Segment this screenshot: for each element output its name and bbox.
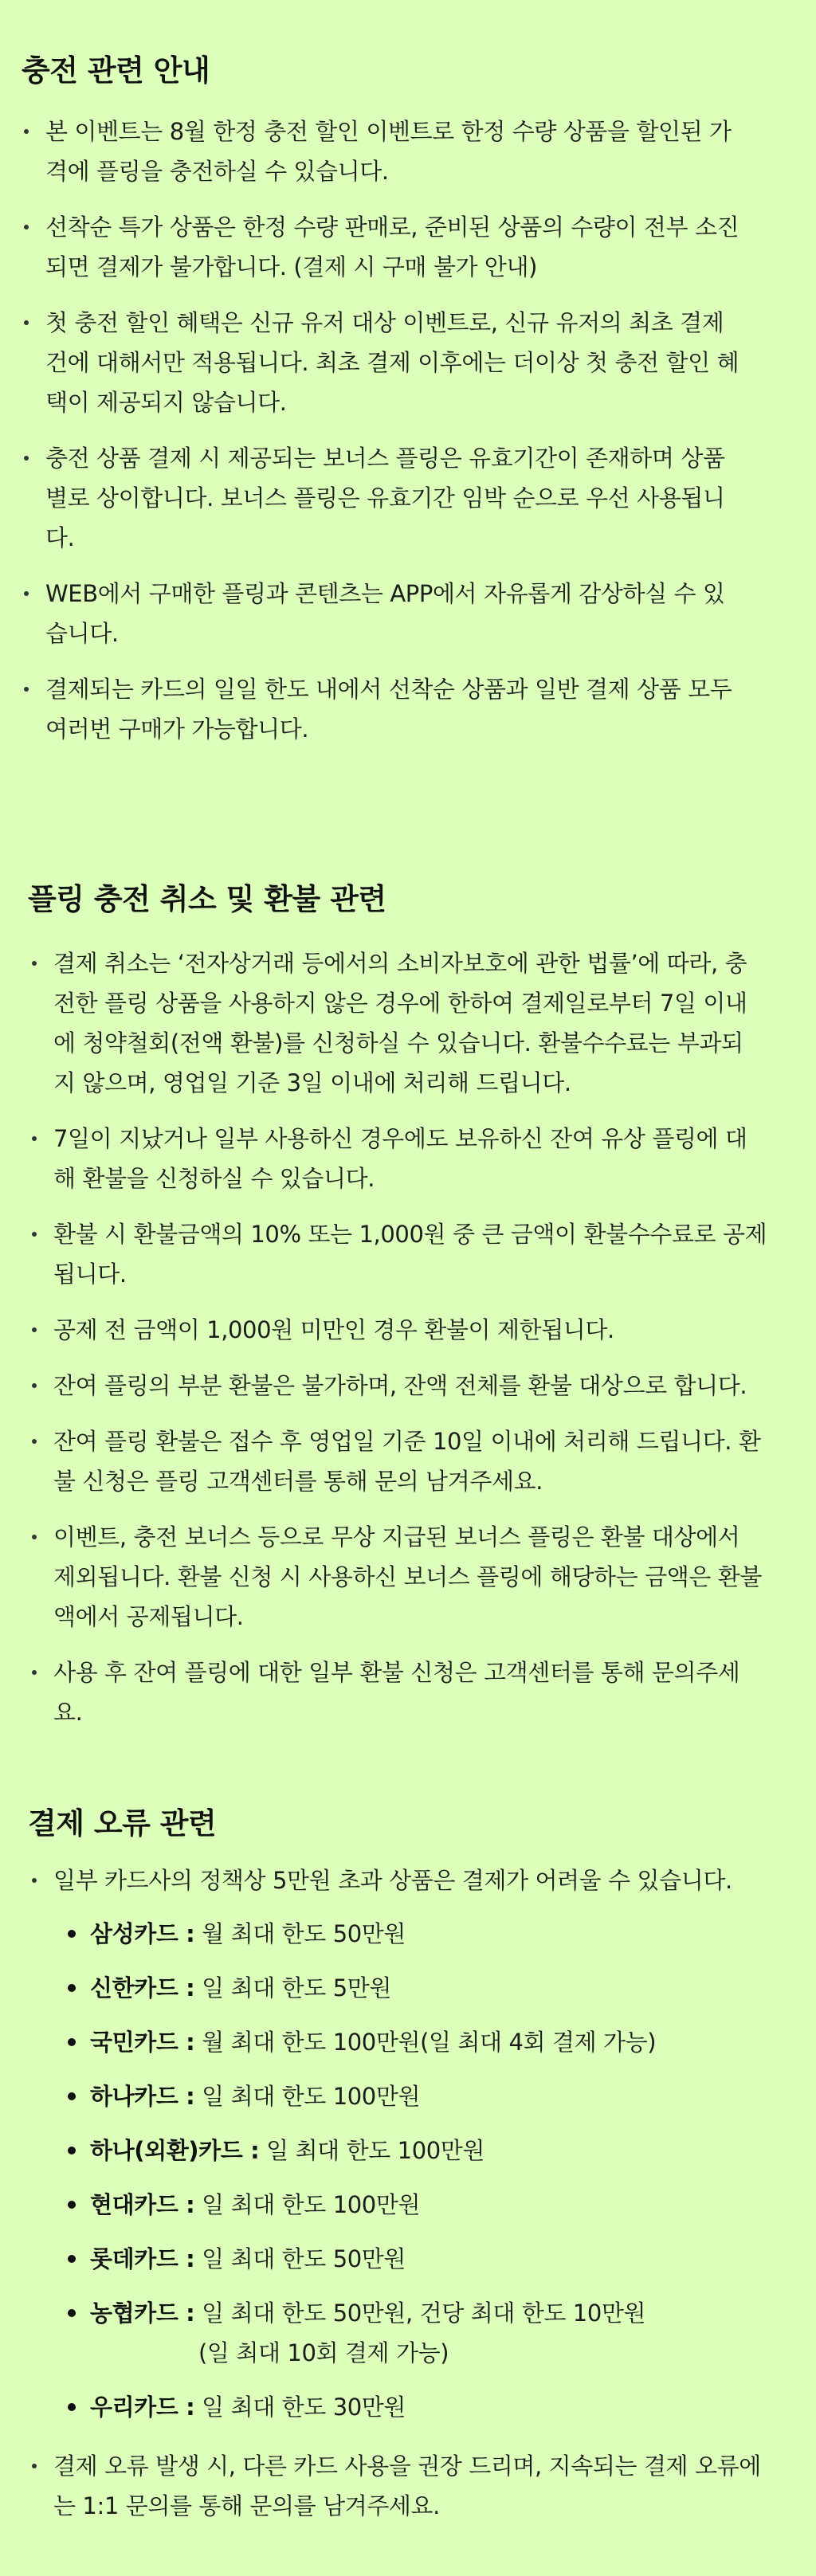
card-limit-item: 신한카드 : 일 최대 한도 5만원 [66,1968,391,2008]
list-item: 선착순 특가 상품은 한정 수량 판매로, 준비된 상품의 수량이 전부 소진 되면 결제가 불가합니다. (결제 시 구매 불가 안내) [22,207,787,287]
refund-notice-list [29,943,794,1732]
card-limit-item: 하나카드 : 일 최대 한도 100만원 [66,2076,420,2116]
payment-error-intro-list [29,1860,794,1900]
list-item: 이벤트, 충전 보너스 등으로 무상 지급된 보너스 플링은 환불 대상에서 제외됩니다. 환불 신청 시 사용하신 보너스 플링에 해당하는 금액은 환불 액에서 공제됩니다. [29,1517,794,1637]
list-item: WEB에서 구매한 플링과 콘텐츠는 APP에서 자유롭게 감상하실 수 있 습니다. [22,574,787,653]
card-limit-item: 롯데카드 : 일 최대 한도 50만원 [66,2239,406,2279]
list-item: 잔여 플링의 부분 환불은 불가하며, 잔액 전체를 환불 대상으로 합니다. [29,1366,794,1406]
refund-notice-title: 플링 충전 취소 및 환불 관련 [28,882,386,916]
card-limit-item: 국민카드 : 월 최대 한도 100만원(일 최대 4회 결제 가능) [66,2022,656,2062]
list-item: 본 이벤트는 8월 한정 충전 할인 이벤트로 한정 수량 상품을 할인된 가 격에 플링을 충전하실 수 있습니다. [22,112,787,191]
list-item: 결제 오류 발생 시, 다른 카드 사용을 권장 드리며, 지속되는 결제 오류에 는 1:1 문의를 통해 문의를 남겨주세요. [29,2446,794,2526]
payment-error-title: 결제 오류 관련 [28,1806,217,1841]
card-limit-item: 삼성카드 : 월 최대 한도 50만원 [66,1914,406,1954]
list-item: 결제 취소는 ‘전자상거래 등에서의 소비자보호에 관한 법률’에 따라, 충 전한 플링 상품을 사용하지 않은 경우에 한하여 결제일로부터 7일 이내 에 청약철회(전액 환불)를 신청하실 수 있습니다. 환불수수료는 부과되 지 않으며, 영업일 기준 3일 이내에 처리해 드립니다. [29,943,794,1103]
list-item: 결제되는 카드의 일일 한도 내에서 선착순 상품과 일반 결제 상품 모두 여러번 구매가 가능합니다. [22,669,787,749]
list-item: 충전 상품 결제 시 제공되는 보너스 플링은 유효기간이 존재하며 상품 별로 상이합니다. 보너스 플링은 유효기간 임박 순으로 우선 사용됩니 다. [22,438,787,558]
list-item: 사용 후 잔여 플링에 대한 일부 환불 신청은 고객센터를 통해 문의주세 요. [29,1653,794,1732]
list-item: 환불 시 환불금액의 10% 또는 1,000원 중 큰 금액이 환불수수료로 공제 됩니다. [29,1214,794,1294]
payment-error-outro-list [29,2446,794,2526]
list-item: 잔여 플링 환불은 접수 후 영업일 기준 10일 이내에 처리해 드립니다. 환 불 신청은 플링 고객센터를 통해 문의 남겨주세요. [29,1421,794,1501]
card-limit-item: 농협카드 : 일 최대 한도 50만원, 건당 최대 한도 10만원 (일 최대 10회 결제 가능) [66,2293,645,2373]
charging-notice-title: 충전 관련 안내 [22,53,210,88]
list-item: 7일이 지났거나 일부 사용하신 경우에도 보유하신 잔여 유상 플링에 대 해 환불을 신청하실 수 있습니다. [29,1119,794,1198]
list-item: 첫 충전 할인 혜택은 신규 유저 대상 이벤트로, 신규 유저의 최초 결제 건에 대해서만 적용됩니다. 최초 결제 이후에는 더이상 첫 충전 할인 혜 택이 제공되지 않습니다. [22,303,787,422]
card-limit-item: 현대카드 : 일 최대 한도 100만원 [66,2185,420,2225]
list-item: 공제 전 금액이 1,000원 미만인 경우 환불이 제한됩니다. [29,1310,794,1350]
card-limit-item: 하나(외환)카드 : 일 최대 한도 100만원 [66,2131,484,2170]
charging-notice-list [22,112,787,749]
list-item: 일부 카드사의 정책상 5만원 초과 상품은 결제가 어려울 수 있습니다. [29,1860,794,1900]
card-limit-item: 우리카드 : 일 최대 한도 30만원 [66,2387,406,2427]
